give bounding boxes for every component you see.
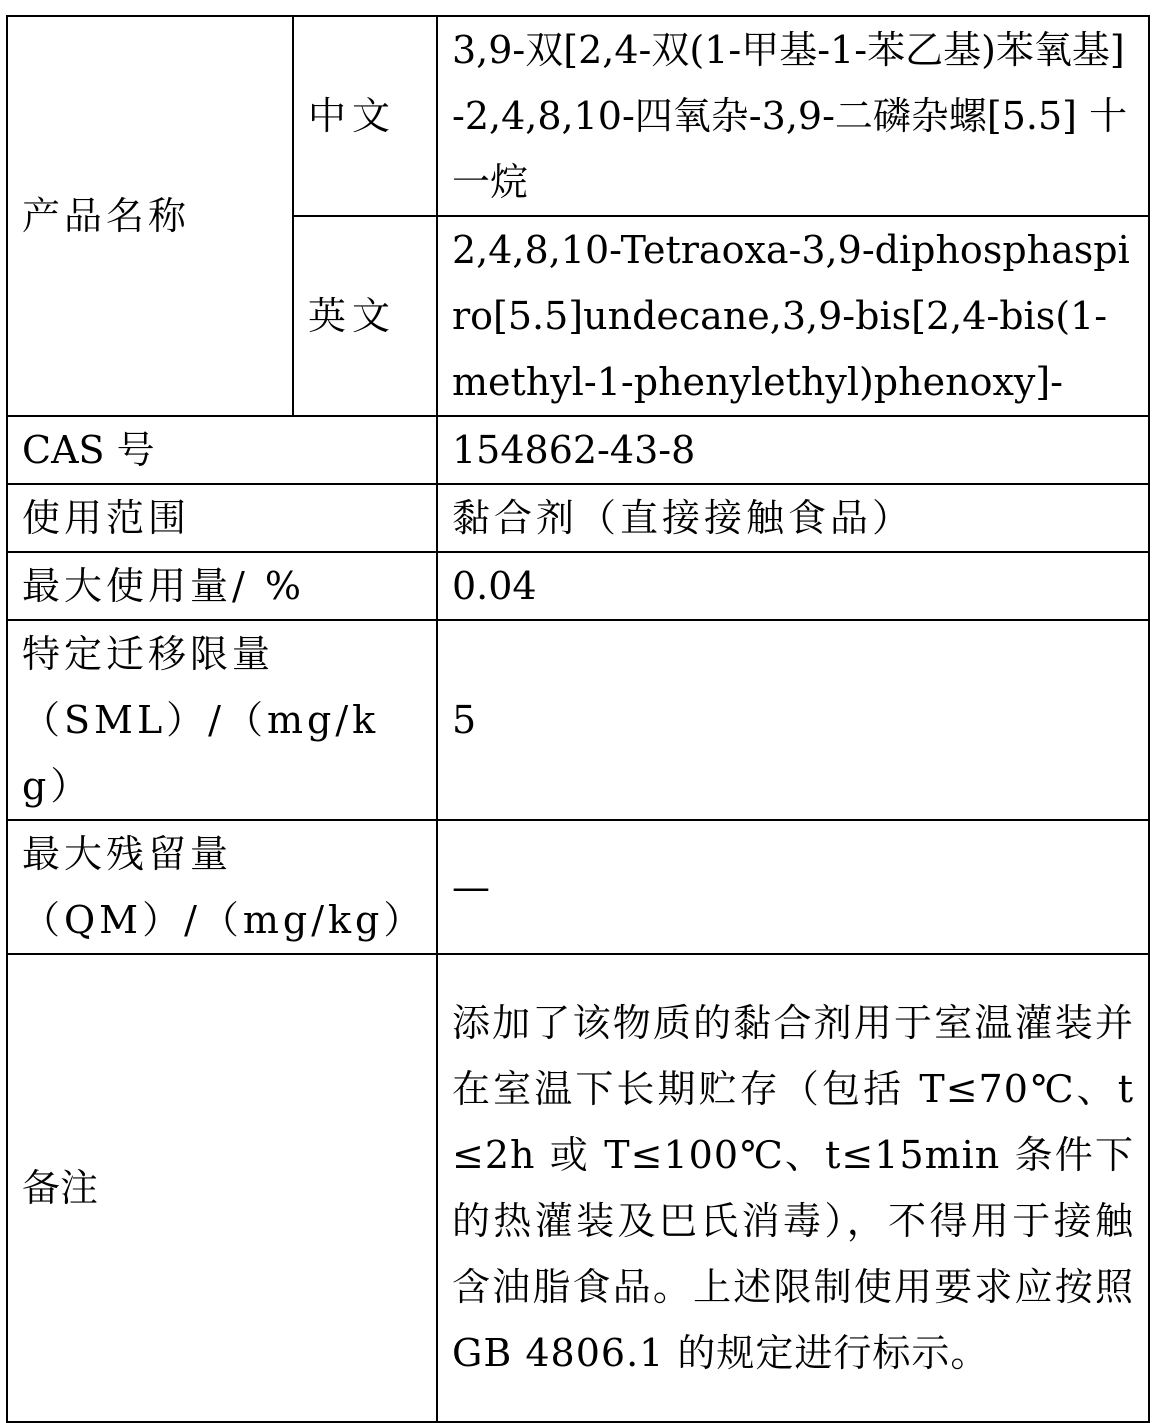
- cas-label: CAS 号: [7, 416, 437, 484]
- row-remarks: [7, 954, 1149, 1422]
- sml-label: [7, 620, 437, 820]
- cas-value: 154862-43-8: [437, 416, 1149, 484]
- row-max-residual: [7, 820, 1149, 954]
- row-product-name-chinese: [7, 16, 1149, 216]
- english-name-label: 英文: [293, 216, 437, 416]
- max-usage-label: 最大使用量/ %: [7, 552, 437, 620]
- qm-label-line1: 最大残留量: [22, 832, 233, 876]
- substance-spec-table: [6, 15, 1150, 1423]
- sml-label-line1: 特定迁移限量: [22, 632, 275, 676]
- chinese-name-value: 3,9-双[2,4-双(1-甲基-1-苯乙基)苯氧基]-2,4,8,10-四氧杂-3,9-二磷杂螺[5.5] 十一烷: [437, 16, 1149, 216]
- english-name-value: 2,4,8,10-Tetraoxa-3,9-diphosphaspiro[5.5]undecane,3,9-bis[2,4-bis(1-methyl-1-phenylethyl)phenoxy]-: [437, 216, 1149, 416]
- remarks-label: 备注: [7, 954, 437, 1422]
- row-specific-migration-limit: [7, 620, 1149, 820]
- chinese-name-label: 中文: [293, 16, 437, 216]
- sml-label-line2: （SML）/（mg/kg）: [22, 698, 380, 808]
- row-usage-scope: [7, 484, 1149, 552]
- product-name-label: 产品名称: [7, 16, 293, 416]
- remarks-value: 添加了该物质的黏合剂用于室温灌装并在室温下长期贮存（包括 T≤70℃、t≤2h 或 T≤100℃、t≤15min 条件下的热灌装及巴氏消毒），不得用于接触含油脂食品。上述限制使用要求应按照 GB 4806.1 的规定进行标示。: [437, 954, 1149, 1422]
- usage-scope-value: 黏合剂（直接接触食品）: [437, 484, 1149, 552]
- max-usage-value: 0.04: [437, 552, 1149, 620]
- qm-value: —: [437, 820, 1149, 954]
- sml-value: 5: [437, 620, 1149, 820]
- qm-label: [7, 820, 437, 954]
- usage-scope-label: 使用范围: [7, 484, 437, 552]
- qm-label-line2: （QM）/（mg/kg）: [22, 898, 426, 942]
- row-cas-number: [7, 416, 1149, 484]
- row-max-usage: [7, 552, 1149, 620]
